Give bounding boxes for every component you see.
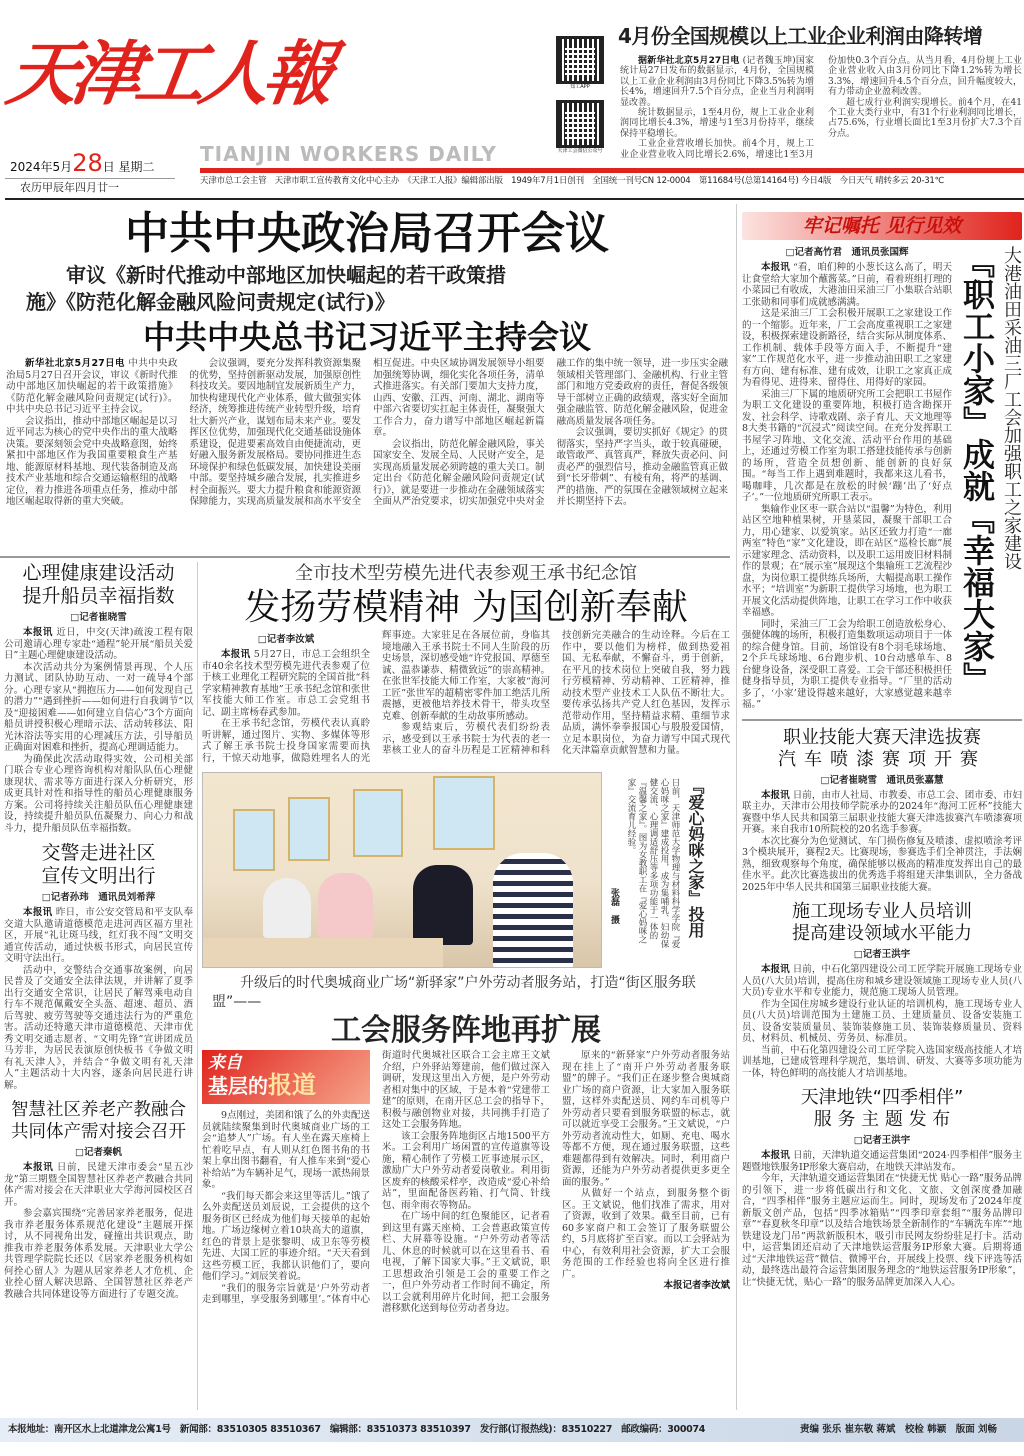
paragraph-text: 作为全国住房城乡建设行业认证的培训机构，施工现场专业人员(八大员)培训范围为土建施工员、土建质量员、设备安装施工员、设备安装质量员、装饰装修施工员、装饰装修质量员、资料员、材料员、机械员、劳务员、标准员。 bbox=[742, 998, 1022, 1044]
model-kicker: 全市技术型劳模先进代表参观王承书纪念馆 bbox=[295, 563, 637, 584]
paragraph bbox=[6, 358, 178, 416]
headline-line: 提升船员幸福指数 bbox=[22, 585, 175, 607]
paragraph bbox=[4, 907, 193, 965]
union-story bbox=[202, 974, 730, 1315]
paragraph-text: 该工会服务阵地街区占地1500平方米。工会利用广场闲置的宣传道旗等设施，精心制作了劳模工匠事迹展示区，激励广大户外劳动者爱岗敬业。利用街区废弃的核酸采样亭，改造成“爱心补给站”，里面配备医药箱、打气筒、针线包、雨伞雨衣等物品。 bbox=[382, 1130, 550, 1211]
publication-info: 天津市总工会主管 天津市职工宣传教育文化中心主办 《天津工人报》编辑部出版 1949年7月1日创刊 全国统一刊号CN 12-0004 第11684号(总第14164号) 今日4版 今日天气 晴转多云 20-31℃ bbox=[200, 176, 944, 186]
banner-line: 报道 bbox=[268, 1070, 316, 1099]
skill-body bbox=[742, 790, 1022, 894]
photo-block bbox=[202, 772, 730, 968]
paragraph bbox=[6, 416, 178, 508]
banner-line: 基层的 bbox=[208, 1074, 268, 1098]
metro-byline: □记者王洪宇 bbox=[853, 1135, 911, 1146]
paragraph-text: (记者魏玉坤)国家统计局27日发布的数据显示，4月份，全国规模以上工业企业利润由3月份同比下降3.5%转为增长4%，增速回升7.5个百分点，企业当月利润明显改善。 bbox=[620, 56, 814, 108]
lead-headline: 中共中央政治局召开会议 bbox=[125, 208, 609, 259]
dateline: 本报讯 bbox=[23, 627, 53, 638]
left-column bbox=[4, 562, 193, 1308]
metro-headline bbox=[742, 1087, 1022, 1131]
feature-banner bbox=[742, 212, 1022, 240]
photo-credit: 张磊 摄 bbox=[609, 888, 619, 924]
model-body bbox=[202, 630, 730, 764]
elder-byline: □记者秦帆 bbox=[75, 1147, 122, 1158]
dateline: 本报讯 bbox=[23, 907, 53, 918]
photo-love-mom-home[interactable] bbox=[202, 772, 602, 968]
paragraph bbox=[742, 1173, 1022, 1288]
paragraph bbox=[620, 108, 814, 139]
paragraph-text: 为确保此次活动取得实效，公司相关部门联合专业心理咨询机构对船队队伍心理健康现状、需求等方面进行深入分析研究，形成更具针对性和指导性的船员心理健康服务方案。公司将持续关注船员队伍心理健康建设，持续提升船员队伍凝聚力、向心力和战斗力，提升船员队伍幸福指数。 bbox=[4, 753, 193, 834]
paragraph-text: 在广场中间的红色聚能区，记者看到这里有露天座椅、工会普惠政策宣传栏、大屏幕等设施。“户外劳动者等活儿、休息的时候就可以在这里看书、看电视，了解下国家大事。”王文斌说，职工思想政治引领是工会的重要工作之一，但户外劳动者工作时间不确定，所以工会就利用碎片化时间，把工会服务潜移默化送到每位劳动者身边。 bbox=[382, 1211, 550, 1314]
paragraph bbox=[4, 662, 193, 754]
psych-headline bbox=[4, 562, 193, 608]
masthead-logo: 天津工人報 bbox=[2, 32, 334, 115]
headline-line: 宣传文明出行 bbox=[41, 865, 156, 887]
police-byline: □记者孙玮 通讯员刘希萍 bbox=[41, 892, 156, 903]
feature-story bbox=[742, 212, 1022, 711]
paragraph-text: 会议强调，要充分发挥科教资源集聚的优势，坚持创新驱动发展，加强原创性科技攻关。要因地制宜发展新质生产力，加快构建现代化产业体系，做大做强实体经济，统筹推进传统产业转型升级，培育壮大新兴产业，谋划布局未来产业。要发挥区位优势，加强现代化交通基础设施体系建设，促进要素高效自由便捷流动，更好融入服务新发展格局。要协同推进生态环境保护和绿色低碳发展，加快建设美丽中部。要坚持城乡融合发展，扎实推进乡村全面振兴。要大力提升粮食和能源资源保障能力，实现高质量发展和高水平安全相互促进。中央区域协调发展领导小组要加强统筹协调，细化实化各项任务，清单式推进落实。有关部门要加大支持力度，山西、安徽、江西、河南、湖北、湖南等中部六省要切实扛起主体责任，凝聚强大工作合力，奋力谱写中部地区崛起新篇章。 bbox=[189, 358, 545, 507]
skill-story bbox=[742, 727, 1022, 894]
paragraph bbox=[742, 836, 1022, 894]
lead-subtitle: 审议《新时代推动中部地区加快崛起的若干政策措施》《防范化解金融风险问责规定(试行)》 bbox=[26, 263, 506, 314]
union-headline: 工会服务阵地再扩展 bbox=[331, 1013, 601, 1048]
paragraph bbox=[742, 999, 1022, 1045]
top-story-title: 4月份全国规模以上工业企业利润由降转增 bbox=[618, 24, 983, 48]
paragraph-text: 原来的“新驿家”户外劳动者服务站现在挂上了“南开户外劳动者服务联盟”的牌子。“我们正在逐步整合奥城商业广场的商户资源，让大家加入服务联盟，这样外卖配送员、网约车司机等户外劳动者只要看到服务联盟的标志，就可以就近享受工会服务。”王文斌说，“户外劳动者流动性大，如厕、充电、喝水等都不方便，现在通过服务联盟，这些难题都得到有效解决。同时，利用商户资源，还能为户外劳动者提供更多更全面的服务。” bbox=[562, 1050, 730, 1188]
footer-editors: 责编 张乐 崔东敬 蒋斌 校检 韩颖 版面 刘畅 bbox=[800, 1424, 998, 1435]
psych-body bbox=[4, 627, 193, 834]
feature-subtitle: 大港油田采油三厂工会加强职工之家建设 bbox=[1001, 246, 1022, 570]
skill-headline bbox=[742, 727, 1022, 771]
paragraph-text: 5月27日，市总工会组织全市40余名技术型劳模先进代表参观了位于核工业理化工程研究院的全国首批“科学家精神教育基地”王承书纪念馆和张世军技能大师工作室。市总工会党组书记、副主席杨春武参加。 bbox=[202, 649, 370, 718]
headline-line: 共同体产需对接会召开 bbox=[11, 1122, 186, 1142]
dateline: 本报讯 bbox=[23, 1162, 54, 1173]
paragraph bbox=[742, 1150, 1022, 1173]
headline-line: 职业技能大赛天津选拔赛 bbox=[783, 726, 981, 748]
banner-line: 来自 bbox=[208, 1053, 242, 1073]
paragraph-text: 会议强调，要切实抓好《规定》的贯彻落实，坚持严字当头，敢于较真碰硬，敢管敢严、真管真严，释放失责必问、问责必严的强烈信号，推动金融监管真正做到“长牙带刺”、有棱有角，将严的基调、严的措施、严的氛围在金融领域树立起来并长期坚持下去。 bbox=[556, 427, 728, 507]
paragraph bbox=[620, 56, 814, 108]
qr-code-app[interactable] bbox=[556, 36, 604, 91]
paragraph bbox=[382, 1211, 550, 1315]
qr-label: 天津工会微信公众号 bbox=[557, 148, 603, 154]
date-prefix: 2024年5月 bbox=[10, 160, 73, 174]
paragraph bbox=[562, 1050, 730, 1188]
date-suffix: 日 星期二 bbox=[102, 160, 155, 174]
headline-line: 汽车喷漆赛项开赛 bbox=[778, 748, 986, 770]
metro-body bbox=[742, 1150, 1022, 1288]
dateline: 本报讯 bbox=[761, 789, 790, 801]
dateline: 本报讯 bbox=[221, 649, 251, 660]
paragraph-text: 日前，中石化第四建设公司工匠学院开展施工现场专业人员(八大员)培训，提高住房和城乡建设领域施工现场专业人员(八大员)专业水平和专业能力，规范施工现场人员管理。 bbox=[742, 964, 1022, 998]
photo-caption: 日前，天津师范大学物理与材料科学学院『爱心妈咪之家』建成投用，成为集哺乳、妇幼保健交流、心理调适舒压等多项功能于一体的『温馨之家』。图为女教职工在『爱心妈咪之家』交流育儿经验。 bbox=[626, 778, 680, 948]
dateline: 新华社北京5月27日电 bbox=[25, 358, 125, 369]
paragraph bbox=[382, 1131, 550, 1212]
paragraph-text: 集输作业区枣一联合站以“温馨”为特色，利用站区空地种植果树，开垦菜园，凝聚干部职工合力，用心建家、以爱筑家。站区还致力打造“一廊两室”特色“家”文化建设，即在站区“巡检长廊”展示建家理念、活动资料，以及职工运用废旧材料制作的景观；在“展示室”展现这个集输班工艺流程沙盘，为岗位职工提供练兵场所，大幅提高职工操作水平；“培训室”为新职工提供学习场地，也为职工开展文化活动提供阵地，让职工在学习工作中收获幸福感。 bbox=[742, 503, 952, 618]
metro-story bbox=[742, 1087, 1022, 1288]
dateline: 据新华社北京5月27日电 bbox=[638, 56, 740, 66]
union-kicker: 升级后的时代奥城商业广场“新驿家”户外劳动者服务站，打造“街区服务联盟”—— bbox=[212, 975, 696, 1010]
paragraph bbox=[4, 754, 193, 835]
paragraph-text: 超七成行业利润实现增长。前4个月，在41个工业大类行业中，有31个行业利润同比增长，占75.6%，行业增长面比1至3月份扩大7.3个百分点。 bbox=[828, 97, 1022, 139]
union-byline: 本报记者李汝斌 bbox=[663, 1280, 730, 1291]
headline-line: 提高建设领域水平能力 bbox=[792, 923, 972, 944]
elder-body bbox=[4, 1162, 193, 1300]
headline-line: 天津地铁“四季相伴” bbox=[800, 1087, 964, 1108]
training-byline: □记者王洪宇 bbox=[853, 949, 911, 960]
skill-byline: □记者崔晓雪 通讯员张嘉慧 bbox=[820, 774, 944, 786]
dateline: 本报讯 bbox=[761, 964, 790, 975]
union-body bbox=[202, 1050, 730, 1315]
paragraph-text: 工业企业营收增长加快。前4个月，规上工业企业营业收入同比增长2.6%，增速比1至3月份加快0.3个百分点。从当月看，4月份规上工业企业营业收入由3月份同比下降1.2%转为增长3.3%，增速回升4.5个百分点，回升幅度较大，有力带动企业盈利改善。 bbox=[620, 56, 1022, 160]
headline-line: 心理健康建设活动 bbox=[22, 562, 175, 584]
model-story bbox=[202, 562, 730, 764]
banner-text: 牢记嘱托 见行见效 bbox=[802, 215, 962, 237]
paragraph bbox=[828, 98, 1022, 140]
paragraph bbox=[742, 1045, 1022, 1080]
right-column bbox=[742, 212, 1022, 1288]
paragraph-text: 当前，中石化第四建设公司工匠学院入选国家级高技能人才培训基地，已建成管理科学规范，集培训、研发、大赛等多项功能为一体，特色鲜明的高技能人才培训基地。 bbox=[742, 1044, 1022, 1079]
headline-line: 服 务 主 题 发 布 bbox=[813, 1109, 951, 1130]
paragraph-text: “我们的服务宗旨就是‘户外劳动者走到哪里，享受服务到哪里’。”体育中心街道时代奥城社区联合工会主席王文斌介绍，户外驿站筹建前，他们做过深入调研，发现这里出入方便，是户外劳动者相对集中的区域，于是本着“党建带工建”的原则，在南开区总工会的指导下，积极与融创物业对接，共同携手打造了这处工会服务阵地。 bbox=[202, 1050, 550, 1305]
model-headline: 发扬劳模精神 为国创新奉献 bbox=[244, 587, 688, 628]
elder-story bbox=[4, 1099, 193, 1300]
paragraph-text: 本次活动共分为案例情景再现、个人压力测试、团队协助互动、一对一疏导4个部分。心理专家从“拥抱压力——如何发现自己的潜力”“遇到挫折——如何进行自我调节”以及“迎接困难——如何建立自信心”3个方面向船员讲授积极心理暗示法、活动转移法、阳光沐浴法等实用的心理减压方法，引导船员正确面对困难和挫折，提高心理调适能力。 bbox=[4, 661, 193, 753]
paragraph-text: 日前，天津轨道交通运营集团“2024·四季相伴”服务主题暨地铁服务IP形象大赛启动，在地铁天津站发布。 bbox=[742, 1150, 1022, 1173]
grassroots-banner bbox=[202, 1050, 370, 1104]
paragraph bbox=[202, 1110, 370, 1191]
paragraph-text: 参观结束后，劳模代表们纷纷表示，感受到以王承书院士为代表的老一辈核工业人的奋斗历程是工匠精神和科技创新完美融合的生动诠释。今后在工作中，要以他们为榜样，做到热爱祖国、无私奉献，不懈奋斗，勇于创新，在平凡的技术岗位上突破自我，努力践行劳模精神、劳动精神、工匠精神，推动技术型产业技术工人队伍不断壮大。要传承弘扬共产党人红色基因，发挥示范带动作用，坚持精益求精、重细节求品质，满怀拳拳报国心与殷殷爱国情，立足本职岗位，为奋力谱写中国式现代化天津篇章贡献智慧和力量。 bbox=[382, 630, 730, 756]
paragraph-text: 本次比赛分为色觉测试、车门损伤修复及喷漆、虚拟喷涂考评3个模块展开，赛程2天。比赛现场，参赛选手们全神贯注，手法娴熟，细致观察每个角度，确保能够以极高的精准度发挥出自己的最佳水平。此次比赛选拔出的优秀选手将组建天津集训队，全力备战2025年中华人民共和国第三届职业技能大赛。 bbox=[742, 835, 1022, 893]
photo-title: 『爱心妈咪之家』投用 bbox=[686, 778, 705, 938]
paragraph-text: 采油三厂下属的地质研究所工会把职工书屋作为职工文化建设的重要阵地，积极打造含勘探开发、社会科学、诗歌戏剧、亲子育儿、天文地理等8大类书籍的“沉浸式”阅读空间。在充分发挥职工书屋学习阵地、文化交流、活动平台作用的基础上，还通过劳模工作室为职工搭建技能传承与创新的场所，营造全员想创新、能创新的良好氛围。“每当工作上遇到难题时，我都来这儿看书，喝咖啡，几次都是在放松的时候‘蹦’出了‘好点子’。”一位地质研究所职工表示。 bbox=[742, 388, 952, 503]
feature-title: 『职工小家』成就『幸福大家』 bbox=[958, 246, 996, 694]
paragraph-text: 日前，民建天津市委会“星五沙龙”第三期暨全国智慧社区养老产教融合共同体产需对接会在天津职业大学海河园校区召开。 bbox=[4, 1162, 193, 1208]
paragraph bbox=[742, 790, 1022, 836]
photo-caption-block bbox=[608, 772, 705, 968]
masthead-english: TIANJIN WORKERS DAILY bbox=[200, 142, 497, 166]
paragraph-text: 在王承书纪念馆，劳模代表认真聆听讲解，通过图片、实物、多媒体等形式了解王承书院士投身国家需要而执行，干惊天动地事，做隐姓埋名人的光辉事迹。大家驻足在各展位前，身临其境地融入王承书院士不同人生阶段的历史场景，深切感受她“许党报国、厚德至诚、温恭谦恭、精微致远”的崇高精神。在张世军技能大师工作室，大家被“海河工匠”张世军的超精密零件加工绝活儿所震撼，更被他培养技术骨干，带头攻坚克难、创新奉献的生动故事所感动。 bbox=[202, 630, 550, 764]
paragraph-text: 从做好一个站点，到服务整个街区。王文斌说，他们找准了需求，用对了资源，收到了效果。截至目前，已有60多家商户和工会签订了服务联盟公约，5月底将扩至百家。而以工会驿站为中心，有效利用社会资源，扩大工会服务范围的工作经验也将向全区进行推广。 bbox=[562, 1188, 730, 1280]
paragraph bbox=[4, 1162, 193, 1208]
paragraph-text: 参会嘉宾围绕“完善居家养老服务，促进我市养老服务体系规范化建设”主题展开探讨，从不同视角出发，碰撞出共识观点，助推我市养老服务体系发展。天津职业大学公共管理学院院长还以《居家养老服务机构如何拴心留人》为题从居家养老人才危机、企业拴心留人解决思路、全国智慧社区养老产教融合共同体建设等方面进行了专题交流。 bbox=[4, 1208, 193, 1300]
lead-story bbox=[6, 206, 728, 508]
paragraph-text: 统计数据显示，1至4月份，规上工业企业利润同比增长4.3%，增速与1至3月份持平，继续保持平稳增长。 bbox=[620, 108, 814, 139]
paragraph bbox=[202, 649, 370, 718]
paragraph bbox=[742, 964, 1022, 999]
paragraph bbox=[4, 965, 193, 1092]
lead-headline-2: 中共中央总书记习近平主持会议 bbox=[142, 318, 591, 356]
police-headline bbox=[4, 842, 193, 888]
paragraph-text: 中共中央政治局5月27日召开会议，审议《新时代推动中部地区加快崛起的若干政策措施》《防范化解金融风险问责规定(试行)》。中共中央总书记习近平主持会议。 bbox=[6, 358, 178, 415]
paragraph-text: 昨日，市公安交管局和平支队奉交道大队邀请道德模范走进河西区福方里社区，开展“礼让斑马线，红灯我不闯”文明交通宣传活动，通过快板书形式，向居民宣传文明守法出行。 bbox=[4, 907, 193, 964]
headline-line: 智慧社区养老产教融合 bbox=[11, 1100, 186, 1120]
psych-story bbox=[4, 562, 193, 834]
paragraph-text: 今年，天津轨道交通运营集团在“快捷无忧 贴心一路”服务品牌的引领下，进一步将低碳出行和文化、文旅、文创深度叠加融合，“四季相伴”服务主题应运而生。同时，现场发布了2024年度新版文创产品，包括“四季冰箱贴”“四季印章套组”“服务品牌印章”“春夏秋冬印章”以及结合地铁场景全新制作的“车辆洗车库”“地铁建设龙门吊”两款新版积木，吸引市民网友纷纷驻足打卡。活动中，运营集团还启动了天津地铁运营服务IP形象大赛。后期将通过“天津地铁运营”微信、微博平台，开展线上投票、线下评选等活动，最终选出最符合运营集团服务理念的“地铁运营服务IP形象”，让“快捷无忧，贴心一路”的服务品牌更加深入人心。 bbox=[742, 1173, 1022, 1288]
feature-body bbox=[742, 246, 1022, 711]
qr-code-wechat[interactable] bbox=[556, 100, 604, 155]
training-body bbox=[742, 964, 1022, 1079]
dateline: 本报讯 bbox=[761, 1150, 790, 1161]
paragraph-text: 活动中，交警结合交通事故案例，向居民普及了交通安全法律法规，并讲解了夏季出行交通安全常识，让居民了解驾乘电动自行车不规范佩戴安全头盔、超速、超员、酒后驾驶、疲劳驾驶等交通违法行为的严重危害。活动还特邀天津市道德模范、天津市优秀文明交通志愿者、“文明先锋”宣讲团成员马芳非，为居民表演原创快板书《争做文明有礼天津人》，并结合“争做文明有礼天津人”主题活动十大内容，逐条向居民进行讲解。 bbox=[4, 964, 193, 1091]
masthead-red-rule bbox=[200, 168, 1024, 173]
model-byline: □记者李汝斌 bbox=[257, 634, 315, 645]
feature-titles bbox=[958, 246, 1022, 716]
paragraph-text: 会议指出，推动中部地区崛起是以习近平同志为核心的党中央作出的重大战略决策。要深刻领会党中央战略意图，始终紧扣中部地区作为我国重要粮食生产基地、能源原材料基地、现代装备制造及高技术产业基地和综合交通运输枢纽的战略定位，着力推进各项重点任务，推动中部地区崛起取得新的重大突破。 bbox=[6, 415, 178, 507]
lunar-date: 农历甲辰年四月廿一 bbox=[20, 181, 119, 194]
paragraph-text: 日前，由市人社局、市教委、市总工会、团市委、市妇联主办，天津市公用技师学院承办的2024年“海河工匠杯”技能大赛暨中华人民共和国第三届职业技能大赛天津选拔赛汽车喷漆赛项开赛。来自我市10所院校的20名选手参赛。 bbox=[742, 789, 1022, 835]
middle-column bbox=[202, 562, 730, 1315]
paragraph bbox=[557, 427, 729, 508]
paragraph-text: 同时，采油三厂工会为给职工创造放松身心、强健体魄的场所，积极打造集数项运动项目于一体的综合健身馆。目前，场馆设有8个羽毛球场地、2个乒乓球场地、6台跑步机、10台动感单车、8台健身设备，深受职工喜爱。工会干部还积极担任健身指导员，为职工提供专业指导。“厂里的活动多了，‘小家’建设得越来越好，大家感觉越来越幸福。” bbox=[742, 618, 952, 710]
paragraph-text: 这是采油三厂工会积极开展职工之家建设工作的一个缩影。近年来，厂工会高度重视职工之家建设，积极探索建设新路径，结合实际从制度体系、工作机制、载体手段等方面入手，不断提升“建家”工作规范化水平，进一步推动油田职工之家建有方向、建有标准、建有成效，让职工之家真正成为看得见、进得来、留得住、用得好的家园。 bbox=[742, 308, 952, 388]
feature-byline: □记者高竹君 通讯员张国辉 bbox=[785, 247, 909, 258]
training-story bbox=[742, 901, 1022, 1079]
footer-address: 本报地址：南开区水上北道津龙公寓1号 新闻部：83510305 83510367 编辑部：83510373 83510397 发行部(订报热线)：83510227 邮政编码：300074 bbox=[8, 1424, 706, 1435]
paragraph-text: 近日，中交(天津)疏浚工程有限公司邀请心理专家赴“通程”轮开展“船员关爱日”主题心理健康建设活动。 bbox=[4, 627, 193, 661]
top-story-body bbox=[620, 56, 1022, 160]
paragraph-text: “看，咱们种的小葱长这么高了，明天让食堂给大家加个蘸酱菜。”日前，看着班组打理的小菜园已有收成，大港油田采油三厂小集联合站职工张勋和同事们成就感满满。 bbox=[742, 262, 952, 308]
paragraph bbox=[202, 1191, 370, 1283]
training-headline bbox=[742, 901, 1022, 945]
dateline: 本报讯 bbox=[761, 262, 790, 273]
headline-line: 交警走进社区 bbox=[41, 842, 156, 864]
paragraph-text: 9点刚过，美团和饿了么的外卖配送员就陆续聚集到时代奥城商业广场的工会“追梦人”广场。有人坐在露天座椅上忙着吃早点，有人则从红色图书角的书架上拿出图书翻看，有人推车来到“爱心补给站”为车辆补足气，现场一派热闹景象。 bbox=[202, 1110, 370, 1190]
psych-byline: □记者崔晓雪 bbox=[70, 612, 127, 623]
police-body bbox=[4, 907, 193, 1091]
issue-date bbox=[10, 150, 155, 180]
date-day: 28 bbox=[72, 149, 103, 177]
qr-label: 知工APP bbox=[570, 84, 590, 90]
paragraph bbox=[4, 1208, 193, 1300]
paragraph bbox=[4, 627, 193, 662]
elder-headline bbox=[4, 1099, 193, 1143]
paragraph bbox=[562, 1188, 730, 1280]
lead-body bbox=[6, 358, 728, 508]
paragraph-text: “我们每天都会来这里等活儿。”饿了么外卖配送员刘辰说，工会提供的这个服务街区已经成为他们每天接单的起始地。广场边缘树立着10块高大的道旗，红色的背景上是张黎明、成卫东等劳模先进、大国工匠的事迹介绍。“天天看到这些劳模工匠，我都认识他们了，要向他们学习。”刘辰笑着说。 bbox=[202, 1190, 370, 1282]
headline-line: 施工现场专业人员培训 bbox=[792, 901, 972, 922]
police-story bbox=[4, 842, 193, 1091]
paragraph-text: 会议指出，防范化解金融风险，事关国家安全、发展全局、人民财产安全，是实现高质量发展必须跨越的重大关口。制定出台《防范化解金融风险问责规定(试行)》，就是要进一步推动在金融领域落实全面从严治党要求，切实加强党中央对金融工作的集中统一领导，进一步压实金融领域相关管理部门、金融机构、行业主管部门和地方党委政府的责任，督促各级领导干部树立正确的政绩观，落实好全面加强金融监管、防范化解金融风险，促进金融高质量发展各项任务。 bbox=[373, 358, 728, 507]
